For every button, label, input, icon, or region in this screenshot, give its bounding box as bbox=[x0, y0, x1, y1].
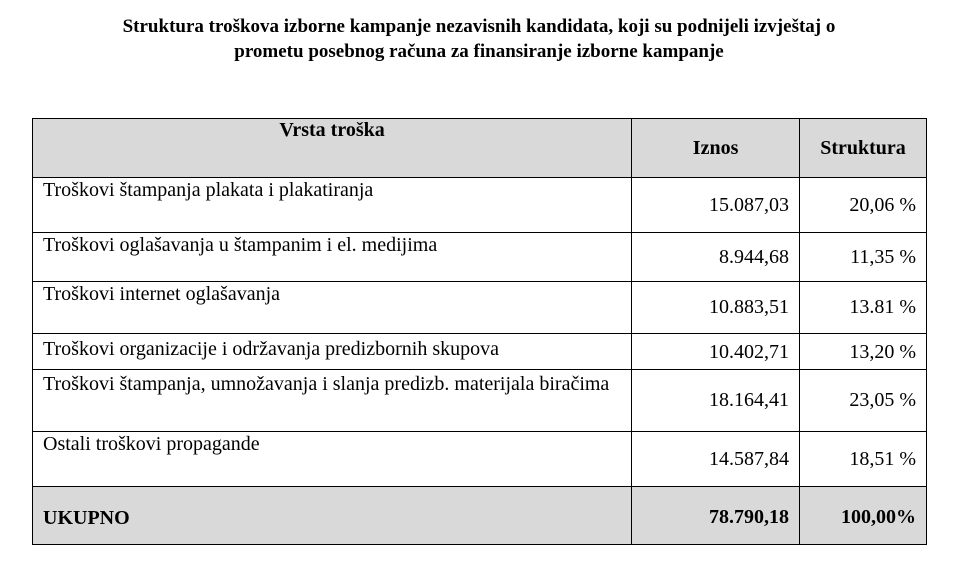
share-cell: 23,05 % bbox=[800, 370, 927, 432]
header-share: Struktura bbox=[800, 119, 927, 178]
cost-type-cell: Troškovi internet oglašavanja bbox=[33, 282, 632, 334]
cost-type-cell: Troškovi organizacije i održavanja predizbornih skupova bbox=[33, 334, 632, 370]
header-amount: Iznos bbox=[632, 119, 800, 178]
table-row bbox=[33, 370, 927, 432]
share-cell: 18,51 % bbox=[800, 432, 927, 487]
share-cell: 20,06 % bbox=[800, 178, 927, 233]
table-header-row bbox=[33, 119, 927, 178]
amount-cell: 18.164,41 bbox=[632, 370, 800, 432]
cost-type-cell: Ostali troškovi propagande bbox=[33, 432, 632, 487]
amount-cell: 15.087,03 bbox=[632, 178, 800, 233]
table-row bbox=[33, 178, 927, 233]
amount-cell: 8.944,68 bbox=[632, 233, 800, 282]
table-row bbox=[33, 334, 927, 370]
total-row bbox=[33, 487, 927, 545]
title-line-2: prometu posebnog računa za finansiranje izborne kampanje bbox=[234, 41, 724, 62]
cost-type-cell: Troškovi štampanja, umnožavanja i slanja predizb. materijala biračima bbox=[33, 370, 632, 432]
table-row bbox=[33, 432, 927, 487]
total-label: UKUPNO bbox=[33, 487, 632, 545]
share-cell: 13,20 % bbox=[800, 334, 927, 370]
cost-type-cell: Troškovi oglašavanja u štampanim i el. medijima bbox=[33, 233, 632, 282]
table-row bbox=[33, 233, 927, 282]
cost-structure-table bbox=[32, 118, 927, 545]
amount-cell: 10.883,51 bbox=[632, 282, 800, 334]
header-cost-type: Vrsta troška bbox=[33, 119, 632, 178]
cost-type-cell: Troškovi štampanja plakata i plakatiranja bbox=[33, 178, 632, 233]
amount-cell: 14.587,84 bbox=[632, 432, 800, 487]
amount-cell: 10.402,71 bbox=[632, 334, 800, 370]
total-share: 100,00% bbox=[800, 487, 927, 545]
share-cell: 13.81 % bbox=[800, 282, 927, 334]
total-amount: 78.790,18 bbox=[632, 487, 800, 545]
table-row bbox=[33, 282, 927, 334]
share-cell: 11,35 % bbox=[800, 233, 927, 282]
title-line-1: Struktura troškova izborne kampanje nezavisnih kandidata, koji su podnijeli izvještaj o bbox=[122, 16, 836, 37]
page-title bbox=[0, 14, 958, 64]
